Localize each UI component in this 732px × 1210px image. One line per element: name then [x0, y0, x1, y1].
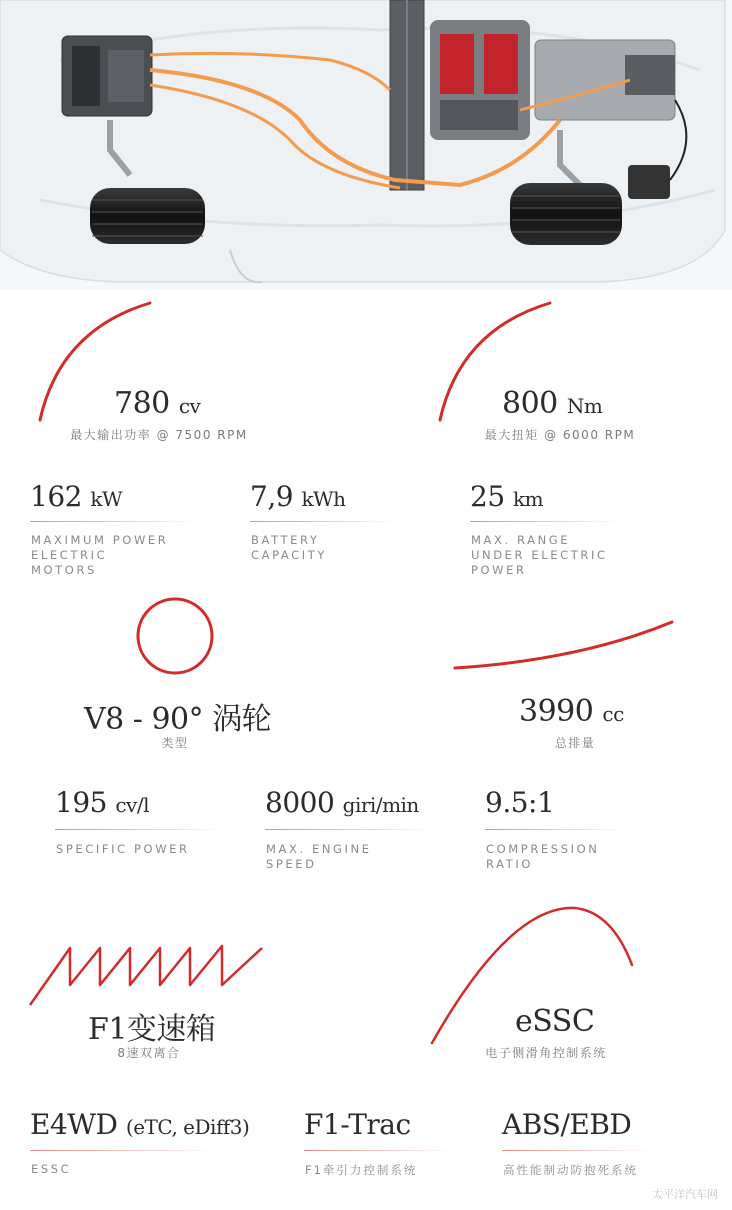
divider — [55, 829, 225, 830]
engine-type-value: V8 - 90° 涡轮 — [84, 702, 272, 737]
e4wd-label: ESSC — [31, 1162, 72, 1176]
f1-trac-value: F1-Trac — [304, 1108, 411, 1141]
circle-accent-icon — [138, 599, 212, 673]
specific-power-value: 195 cv/l — [55, 786, 149, 819]
engine-type-label: 类型 — [161, 736, 189, 750]
divider — [265, 829, 435, 830]
gearbox-label: 8速双离合 — [117, 1046, 181, 1060]
engine-speed-value: 8000 giri/min — [265, 786, 419, 819]
motor-power-label: MAXIMUM POWER ELECTRIC MOTORS — [31, 533, 169, 577]
compression-ratio-label: COMPRESSION RATIO — [486, 842, 600, 871]
essc-value: eSSC — [515, 1004, 595, 1039]
displacement-label: 总排量 — [554, 736, 596, 750]
engine-speed-label: MAX. ENGINE SPEED — [266, 842, 372, 871]
divider — [304, 1150, 454, 1151]
torque-label: 最大扭矩 @ 6000 RPM — [484, 428, 636, 442]
zigzag-accent-icon — [30, 946, 262, 1005]
compression-ratio-value: 9.5:1 — [485, 786, 555, 819]
f1-trac-label: F1牵引力控制系统 — [305, 1163, 418, 1177]
abs-ebd-label: 高性能制动防抱死系统 — [503, 1163, 638, 1177]
divider — [30, 521, 200, 522]
divider — [30, 1150, 220, 1151]
divider — [485, 829, 625, 830]
divider — [470, 521, 620, 522]
power-label: 最大输出功率 @ 7500 RPM — [70, 428, 248, 442]
torque-value: 800 Nm — [502, 386, 603, 421]
divider — [502, 1150, 652, 1151]
abs-ebd-value: ABS/EBD — [502, 1108, 632, 1141]
divider — [250, 521, 400, 522]
electric-range-value: 25 km — [470, 480, 544, 513]
curve-accent-icon — [455, 622, 672, 668]
essc-label: 电子侧滑角控制系统 — [485, 1046, 607, 1060]
battery-capacity-value: 7,9 kWh — [250, 480, 346, 513]
battery-capacity-label: BATTERY CAPACITY — [251, 533, 328, 562]
watermark: 太平洋汽车网 — [652, 1188, 718, 1201]
specific-power-label: SPECIFIC POWER — [56, 842, 190, 856]
motor-power-value: 162 kW — [30, 480, 123, 513]
electric-range-label: MAX. RANGE UNDER ELECTRIC POWER — [471, 533, 608, 577]
gearbox-value: F1变速箱 — [88, 1012, 216, 1047]
power-value: 780 cv — [114, 386, 201, 421]
e4wd-value: E4WD (eTC, eDiff3) — [30, 1108, 250, 1141]
displacement-value: 3990 cc — [519, 694, 624, 729]
